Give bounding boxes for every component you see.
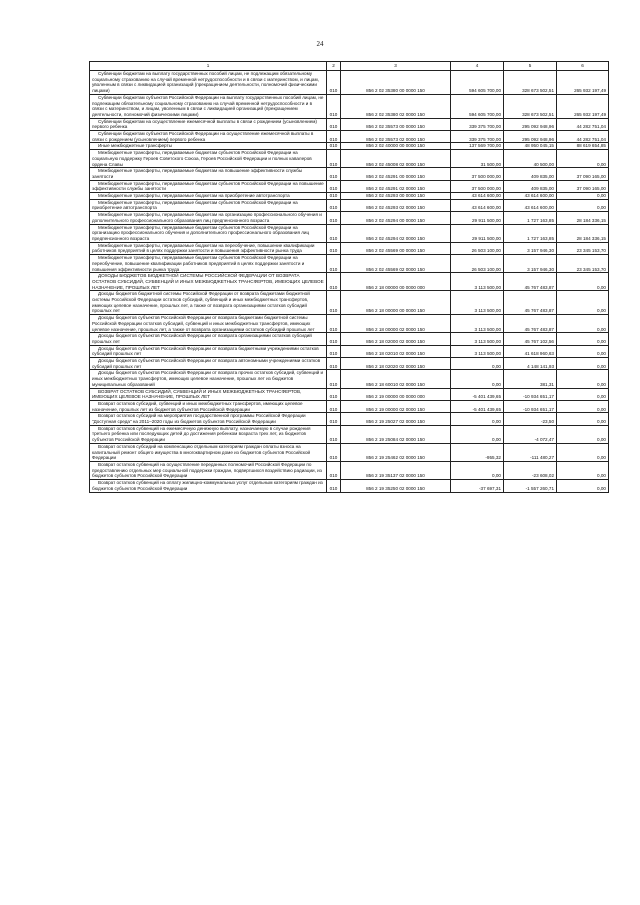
row-line-code-cell: 010 bbox=[327, 345, 341, 357]
row-approved-cell: 594 605 700,00 bbox=[451, 94, 504, 118]
row-name-text: ДОХОДЫ БЮДЖЕТОВ БЮДЖЕТНОЙ СИСТЕМЫ РОССИЙСКОЙ ФЕДЕРАЦИИ ОТ ВОЗВРАТА ОСТАТКОВ СУБСИДИЙ, СУБВЕНЦИЙ И ИНЫХ МЕЖБЮДЖЕТНЫХ ТРАНСФЕРТОВ, ИМЕЮЩИХ ЦЕЛЕВОЕ НАЗНАЧЕНИЕ, ПРОШЛЫХ ЛЕТ bbox=[92, 273, 324, 290]
row-approved-cell: 3 113 500,00 bbox=[451, 345, 504, 357]
row-unexecuted-cell: 23 345 153,70 bbox=[557, 255, 609, 273]
row-approved-cell: -955,32 bbox=[451, 443, 504, 461]
row-unexecuted-cell: 0,00 bbox=[557, 345, 609, 357]
page-number: 24 bbox=[316, 40, 324, 48]
row-executed-cell: 41 618 960,63 bbox=[504, 345, 557, 357]
row-approved-cell: 137 569 700,00 bbox=[451, 143, 504, 150]
row-line-code-cell: 010 bbox=[327, 71, 341, 95]
row-executed-cell: 381,31 bbox=[504, 370, 557, 388]
row-approved-cell: 339 375 700,00 bbox=[451, 118, 504, 130]
row-line-code-cell: 010 bbox=[327, 242, 341, 254]
row-executed-cell: 409 835,00 bbox=[504, 168, 557, 180]
row-name-cell bbox=[90, 333, 327, 345]
table-row bbox=[90, 345, 609, 357]
row-line-code-cell: 010 bbox=[327, 333, 341, 345]
row-line-code-cell: 010 bbox=[327, 168, 341, 180]
row-name-text: Межбюджетные трансферты, передаваемые бюджетам на организацию профессионального обучения и дополнительного профессионального образования лиц предпенсионного возраста bbox=[92, 212, 322, 223]
row-name-cell bbox=[90, 358, 327, 370]
column-header: 2 bbox=[327, 62, 341, 71]
row-executed-cell: 45 767 483,87 bbox=[504, 273, 557, 291]
row-budget-code-cell: 856 2 19 00000 02 0000 150 bbox=[341, 400, 451, 412]
table-row bbox=[90, 118, 609, 130]
row-name-cell bbox=[90, 150, 327, 168]
row-approved-cell: 43 614 600,00 bbox=[451, 193, 504, 200]
row-line-code-cell: 010 bbox=[327, 150, 341, 168]
row-executed-cell: 43 614 600,00 bbox=[504, 199, 557, 211]
row-budget-code-cell: 856 2 19 25084 02 0000 150 bbox=[341, 425, 451, 443]
row-name-cell bbox=[90, 193, 327, 200]
row-budget-code-cell: 856 2 02 45293 02 0000 150 bbox=[341, 199, 451, 211]
table-row bbox=[90, 388, 609, 400]
table-row bbox=[90, 224, 609, 242]
row-line-code-cell: 010 bbox=[327, 400, 341, 412]
row-unexecuted-cell: 0,00 bbox=[557, 333, 609, 345]
row-line-code-cell: 010 bbox=[327, 388, 341, 400]
table-row bbox=[90, 212, 609, 224]
row-executed-cell: -23 608,02 bbox=[504, 462, 557, 480]
row-line-code-cell: 010 bbox=[327, 143, 341, 150]
table-body bbox=[90, 71, 609, 493]
row-budget-code-cell: 856 2 18 00000 00 0000 000 bbox=[341, 273, 451, 291]
row-budget-code-cell: 856 2 18 00000 00 0000 150 bbox=[341, 291, 451, 315]
row-budget-code-cell: 856 2 18 00000 02 0000 150 bbox=[341, 315, 451, 333]
table-row bbox=[90, 291, 609, 315]
row-line-code-cell: 010 bbox=[327, 224, 341, 242]
row-line-code-cell: 010 bbox=[327, 118, 341, 130]
table-row bbox=[90, 273, 609, 291]
row-unexecuted-cell: 37 090 165,00 bbox=[557, 180, 609, 192]
row-executed-cell: 328 673 502,51 bbox=[504, 94, 557, 118]
row-unexecuted-cell: 0,00 bbox=[557, 193, 609, 200]
row-name-cell bbox=[90, 480, 327, 492]
row-name-text: Возврат остатков субсидий на мероприятия государственной программы Российской Федерации "Доступная среда" на 2011–2020 годы из бюджетов субъектов Российской Федерации bbox=[92, 413, 306, 425]
row-unexecuted-cell: 0,00 bbox=[557, 462, 609, 480]
row-name-cell bbox=[90, 118, 327, 130]
row-name-cell bbox=[90, 443, 327, 461]
table-row bbox=[90, 315, 609, 333]
row-approved-cell: 3 113 500,00 bbox=[451, 333, 504, 345]
row-name-text: Доходы бюджетов субъектов Российской Федерации от возврата бюджетами бюджетной системы Российской Федерации остатков субсидий, субвенций и иных межбюджетных трансфертов, имеющих целевое назначение, прошлых лет, а также от возврата организациями остатков субсидий прошлых лет bbox=[92, 315, 315, 332]
row-line-code-cell: 010 bbox=[327, 255, 341, 273]
row-approved-cell: 31 500,00 bbox=[451, 150, 504, 168]
row-budget-code-cell: 856 2 02 45008 02 0000 150 bbox=[341, 150, 451, 168]
row-name-cell bbox=[90, 273, 327, 291]
row-line-code-cell: 010 bbox=[327, 180, 341, 192]
column-header: 5 bbox=[504, 62, 557, 71]
row-approved-cell: 3 113 500,00 bbox=[451, 315, 504, 333]
row-line-code-cell: 010 bbox=[327, 370, 341, 388]
row-line-code-cell: 010 bbox=[327, 462, 341, 480]
row-budget-code-cell: 856 2 18 02020 02 0000 150 bbox=[341, 358, 451, 370]
row-budget-code-cell: 856 2 02 45294 02 0000 150 bbox=[341, 224, 451, 242]
row-name-text: Межбюджетные трансферты, передаваемые бюджетам субъектов Российской Федерации на социальную поддержку Героев Советского Союза, Героев Российской Федерации и полных кавалеров ордена Славы bbox=[92, 150, 312, 167]
row-name-cell bbox=[90, 168, 327, 180]
row-name-cell bbox=[90, 462, 327, 480]
row-budget-code-cell: 856 2 18 60010 02 0000 150 bbox=[341, 370, 451, 388]
row-name-text: Доходы бюджетов субъектов Российской Федерации от возврата автономными учреждениями остатков субсидий прошлых лет bbox=[92, 358, 321, 369]
table-row bbox=[90, 180, 609, 192]
column-header: 1 bbox=[90, 62, 327, 71]
row-budget-code-cell: 856 2 02 45569 02 0000 150 bbox=[341, 255, 451, 273]
row-unexecuted-cell: 0,00 bbox=[557, 199, 609, 211]
row-executed-cell: 48 950 045,15 bbox=[504, 143, 557, 150]
row-budget-code-cell: 856 2 02 35573 00 0000 150 bbox=[341, 118, 451, 130]
row-budget-code-cell: 856 2 18 02010 02 0000 150 bbox=[341, 345, 451, 357]
row-unexecuted-cell: 0,00 bbox=[557, 425, 609, 443]
table-row bbox=[90, 131, 609, 143]
row-approved-cell: 0,00 bbox=[451, 425, 504, 443]
row-unexecuted-cell: 23 345 153,70 bbox=[557, 242, 609, 254]
row-approved-cell: -5 401 439,65 bbox=[451, 400, 504, 412]
row-unexecuted-cell: 0,00 bbox=[557, 480, 609, 492]
row-name-cell bbox=[90, 71, 327, 95]
row-name-cell bbox=[90, 131, 327, 143]
row-executed-cell: 43 614 600,00 bbox=[504, 193, 557, 200]
row-executed-cell: 409 835,00 bbox=[504, 180, 557, 192]
row-budget-code-cell: 856 2 19 25462 02 0000 150 bbox=[341, 443, 451, 461]
row-executed-cell: 328 673 502,51 bbox=[504, 71, 557, 95]
row-name-cell bbox=[90, 345, 327, 357]
row-name-cell bbox=[90, 425, 327, 443]
row-executed-cell: 45 767 102,56 bbox=[504, 333, 557, 345]
row-unexecuted-cell: 0,00 bbox=[557, 150, 609, 168]
column-header: 4 bbox=[451, 62, 504, 71]
row-approved-cell: 37 500 000,00 bbox=[451, 168, 504, 180]
row-name-text: Возврат остатков субвенций на осуществление переданных полномочий Российской Федерации по предоставлению отдельных мер социальной поддержки граждан, подвергшихся воздействию радиации, из бюджетов субъектов Российской Федерации bbox=[92, 462, 322, 479]
row-unexecuted-cell: 0,00 bbox=[557, 358, 609, 370]
row-unexecuted-cell: 0,00 bbox=[557, 413, 609, 425]
row-name-cell bbox=[90, 199, 327, 211]
row-unexecuted-cell: 265 932 197,49 bbox=[557, 71, 609, 95]
row-unexecuted-cell: 44 282 751,04 bbox=[557, 131, 609, 143]
row-name-text: Межбюджетные трансферты, передаваемые бюджетам субъектов Российской Федерации на организацию профессионального обучения и дополнительного профессионального образования лиц предпенсионного возраста bbox=[92, 224, 310, 241]
row-approved-cell: 29 911 500,00 bbox=[451, 224, 504, 242]
row-name-text: Межбюджетные трансферты, передаваемые бюджетам на приобретение автотранспорта bbox=[98, 193, 290, 199]
row-line-code-cell: 010 bbox=[327, 212, 341, 224]
table-row bbox=[90, 242, 609, 254]
row-unexecuted-cell: 37 090 165,00 bbox=[557, 168, 609, 180]
row-budget-code-cell: 856 2 02 35573 02 0000 150 bbox=[341, 131, 451, 143]
table-row bbox=[90, 255, 609, 273]
table-row bbox=[90, 462, 609, 480]
row-unexecuted-cell: 28 184 336,15 bbox=[557, 224, 609, 242]
row-budget-code-cell: 856 2 19 35250 02 0000 150 bbox=[341, 480, 451, 492]
table-row bbox=[90, 358, 609, 370]
table-header bbox=[90, 62, 609, 71]
column-header: 6 bbox=[557, 62, 609, 71]
row-executed-cell: -10 934 651,17 bbox=[504, 388, 557, 400]
row-unexecuted-cell: 0,00 bbox=[557, 443, 609, 461]
row-name-text: Субвенции бюджетам субъектов Российской Федерации на осуществление ежемесячной выплаты в связи с рождением (усыновлением) первого ребенка bbox=[92, 131, 314, 142]
row-name-text: Возврат остатков субсидий на компенсацию отдельным категориям граждан оплаты взноса на капитальный ремонт общего имущества в многоквартирном доме из бюджетов субъектов Российской Федерации bbox=[92, 443, 311, 461]
row-executed-cell: 295 092 948,96 bbox=[504, 118, 557, 130]
row-name-text: Субвенции бюджетам на выплату государственных пособий лицам, не подлежащим обязательному социальному страхованию на случай временной нетрудоспособности и в связи с материнством, и лицам, уволенным в связи с ликвидацией организаций (прекращением деятельности, полномочий физическими лицами) bbox=[92, 71, 319, 94]
table-row bbox=[90, 199, 609, 211]
row-name-text: Доходы бюджетов субъектов Российской Федерации от возврата организациями остатков субсидий прошлых лет bbox=[92, 333, 312, 344]
row-name-text: Межбюджетные трансферты, передаваемые бюджетам субъектов Российской Федерации на повышение эффективности службы занятости bbox=[92, 180, 324, 192]
column-header: 3 bbox=[341, 62, 451, 71]
row-executed-cell: 295 092 948,96 bbox=[504, 131, 557, 143]
row-budget-code-cell: 856 2 19 00000 00 0000 000 bbox=[341, 388, 451, 400]
row-name-cell bbox=[90, 224, 327, 242]
row-executed-cell: -4 072,47 bbox=[504, 425, 557, 443]
row-line-code-cell: 010 bbox=[327, 94, 341, 118]
row-name-text: Межбюджетные трансферты, передаваемые бюджетам субъектов Российской Федерации на приобретение автотранспорта bbox=[92, 199, 298, 211]
row-approved-cell: 594 605 700,00 bbox=[451, 71, 504, 95]
row-executed-cell: 40 500,00 bbox=[504, 150, 557, 168]
row-line-code-cell: 010 bbox=[327, 199, 341, 211]
row-executed-cell: -1 557 260,71 bbox=[504, 480, 557, 492]
row-budget-code-cell: 856 2 02 40000 00 0000 150 bbox=[341, 143, 451, 150]
row-unexecuted-cell: 0,00 bbox=[557, 400, 609, 412]
row-name-cell bbox=[90, 370, 327, 388]
row-name-text: Доходы бюджетов субъектов Российской Федерации от возврата бюджетными учреждениями остатков субсидий прошлых лет bbox=[92, 345, 319, 357]
row-unexecuted-cell: 28 184 336,15 bbox=[557, 212, 609, 224]
row-budget-code-cell: 856 2 19 25027 02 0000 150 bbox=[341, 413, 451, 425]
row-line-code-cell: 010 bbox=[327, 291, 341, 315]
row-executed-cell: 3 157 946,30 bbox=[504, 255, 557, 273]
row-budget-code-cell: 856 2 02 45291 02 0000 150 bbox=[341, 180, 451, 192]
table-row bbox=[90, 370, 609, 388]
row-line-code-cell: 010 bbox=[327, 443, 341, 461]
row-executed-cell: 45 767 483,87 bbox=[504, 315, 557, 333]
row-executed-cell: -23,50 bbox=[504, 413, 557, 425]
row-budget-code-cell: 856 2 02 45293 00 0000 150 bbox=[341, 193, 451, 200]
row-name-text: Иные межбюджетные трансферты bbox=[98, 143, 172, 149]
row-name-text: Возврат остатков субсидий, субвенций и иных межбюджетных трансфертов, имеющих целевое назначение, прошлых лет из бюджетов субъектов Российской Федерации bbox=[92, 400, 303, 412]
row-budget-code-cell: 856 2 02 45569 00 0000 150 bbox=[341, 242, 451, 254]
table-row bbox=[90, 480, 609, 492]
row-line-code-cell: 010 bbox=[327, 315, 341, 333]
row-line-code-cell: 010 bbox=[327, 131, 341, 143]
row-unexecuted-cell: 44 282 751,04 bbox=[557, 118, 609, 130]
row-unexecuted-cell: 0,00 bbox=[557, 388, 609, 400]
row-name-cell bbox=[90, 400, 327, 412]
row-executed-cell: 45 767 483,87 bbox=[504, 291, 557, 315]
row-budget-code-cell: 856 2 18 02000 02 0000 150 bbox=[341, 333, 451, 345]
table-row bbox=[90, 333, 609, 345]
row-approved-cell: 339 375 700,00 bbox=[451, 131, 504, 143]
row-approved-cell: -5 401 439,65 bbox=[451, 388, 504, 400]
row-name-cell bbox=[90, 388, 327, 400]
row-approved-cell: 3 113 500,00 bbox=[451, 273, 504, 291]
row-unexecuted-cell: 0,00 bbox=[557, 370, 609, 388]
row-line-code-cell: 010 bbox=[327, 425, 341, 443]
table-row bbox=[90, 168, 609, 180]
row-name-cell bbox=[90, 212, 327, 224]
row-approved-cell: 43 614 600,00 bbox=[451, 199, 504, 211]
row-name-cell bbox=[90, 315, 327, 333]
row-executed-cell: 3 157 946,30 bbox=[504, 242, 557, 254]
row-name-text: Возврат остатков субвенций на оплату жилищно-коммунальных услуг отдельным категориям граждан из бюджетов субъектов Российской Федерации bbox=[92, 480, 323, 491]
column-number-row bbox=[90, 62, 609, 71]
row-budget-code-cell: 856 2 02 45294 00 0000 150 bbox=[341, 212, 451, 224]
row-name-cell bbox=[90, 143, 327, 150]
row-name-text: Межбюджетные трансферты, передаваемые бюджетам субъектов Российской Федерации на переобучение, повышение квалификации работников предприятий в целях поддержки занятости и повышения эффективности рынка труда bbox=[92, 255, 305, 272]
row-name-cell bbox=[90, 291, 327, 315]
row-unexecuted-cell: 88 619 654,85 bbox=[557, 143, 609, 150]
row-line-code-cell: 010 bbox=[327, 273, 341, 291]
row-name-text: Доходы бюджетов субъектов Российской Федерации от возврата прочих остатков субсидий, субвенций и иных межбюджетных трансфертов, имеющих целевое назначение, прошлых лет из бюджетов муниципальных образований bbox=[92, 370, 324, 387]
table-row bbox=[90, 443, 609, 461]
table-row bbox=[90, 94, 609, 118]
row-budget-code-cell: 856 2 02 45291 00 0000 150 bbox=[341, 168, 451, 180]
row-executed-cell: -111 480,27 bbox=[504, 443, 557, 461]
row-approved-cell: 26 503 100,00 bbox=[451, 255, 504, 273]
row-unexecuted-cell: 0,00 bbox=[557, 273, 609, 291]
row-name-cell bbox=[90, 413, 327, 425]
row-line-code-cell: 010 bbox=[327, 358, 341, 370]
row-approved-cell: 26 503 100,00 bbox=[451, 242, 504, 254]
row-budget-code-cell: 856 2 19 35137 02 0000 150 bbox=[341, 462, 451, 480]
row-executed-cell: 1 727 163,85 bbox=[504, 212, 557, 224]
row-name-text: Возврат остатков субвенций на ежемесячную денежную выплату, назначаемую в случае рождения третьего ребенка или последующих детей до достижения ребенком возраста трех лет, из бюджетов субъектов Российской Федерации bbox=[92, 425, 311, 443]
row-executed-cell: 1 727 163,85 bbox=[504, 224, 557, 242]
row-approved-cell: 37 500 000,00 bbox=[451, 180, 504, 192]
row-name-cell bbox=[90, 94, 327, 118]
table-row bbox=[90, 143, 609, 150]
row-name-cell bbox=[90, 180, 327, 192]
budget-table bbox=[89, 61, 609, 493]
row-line-code-cell: 010 bbox=[327, 413, 341, 425]
row-unexecuted-cell: 265 932 197,49 bbox=[557, 94, 609, 118]
row-approved-cell: 29 911 500,00 bbox=[451, 212, 504, 224]
row-approved-cell: 0,00 bbox=[451, 358, 504, 370]
table-row bbox=[90, 150, 609, 168]
row-name-text: Субвенции бюджетам субъектов Российской Федерации на выплату государственных пособий лицам, не подлежащим обязательному социальному страхованию на случай временной нетрудоспособности и в связи с материнством, и лицам, уволенным в связи с ликвидацией организаций (прекращением деятельности, полномочий физическими лицами) bbox=[92, 94, 324, 117]
row-approved-cell: 0,00 bbox=[451, 370, 504, 388]
row-name-cell bbox=[90, 255, 327, 273]
row-executed-cell: 4 148 141,93 bbox=[504, 358, 557, 370]
table-row bbox=[90, 413, 609, 425]
row-name-text: ВОЗВРАТ ОСТАТКОВ СУБСИДИЙ, СУБВЕНЦИЙ И ИНЫХ МЕЖБЮДЖЕТНЫХ ТРАНСФЕРТОВ, ИМЕЮЩИХ ЦЕЛЕВОЕ НАЗНАЧЕНИЕ, ПРОШЛЫХ ЛЕТ bbox=[92, 388, 302, 400]
row-name-text: Доходы бюджетов бюджетной системы Российской Федерации от возврата бюджетами бюджетной системы Российской Федерации остатков субсидий, субвенций и иных межбюджетных трансфертов, имеющих целевое назначение, прошлых лет, а также от возврата организациями остатков субсидий прошлых лет bbox=[92, 291, 310, 314]
row-line-code-cell: 010 bbox=[327, 193, 341, 200]
table-row bbox=[90, 71, 609, 95]
row-approved-cell: 3 113 500,00 bbox=[451, 291, 504, 315]
row-approved-cell: 0,00 bbox=[451, 413, 504, 425]
table-row bbox=[90, 400, 609, 412]
row-budget-code-cell: 856 2 02 35380 02 0000 150 bbox=[341, 94, 451, 118]
table-row bbox=[90, 193, 609, 200]
row-unexecuted-cell: 0,00 bbox=[557, 315, 609, 333]
row-name-cell bbox=[90, 242, 327, 254]
row-line-code-cell: 010 bbox=[327, 480, 341, 492]
row-unexecuted-cell: 0,00 bbox=[557, 291, 609, 315]
row-approved-cell: -37 697,31 bbox=[451, 480, 504, 492]
row-approved-cell: 0,00 bbox=[451, 462, 504, 480]
row-executed-cell: -10 934 651,17 bbox=[504, 400, 557, 412]
row-name-text: Субвенции бюджетам на осуществление ежемесячной выплаты в связи с рождением (усыновлением) первого ребенка bbox=[92, 118, 317, 130]
row-name-text: Межбюджетные трансферты, передаваемые бюджетам на повышение эффективности службы занятости bbox=[92, 168, 303, 179]
row-budget-code-cell: 856 2 02 35380 00 0000 150 bbox=[341, 71, 451, 95]
table-row bbox=[90, 425, 609, 443]
row-name-text: Межбюджетные трансферты, передаваемые бюджетам на переобучение, повышение квалификации работников предприятий в целях поддержки занятости и повышения эффективности рынка труда bbox=[92, 242, 315, 254]
